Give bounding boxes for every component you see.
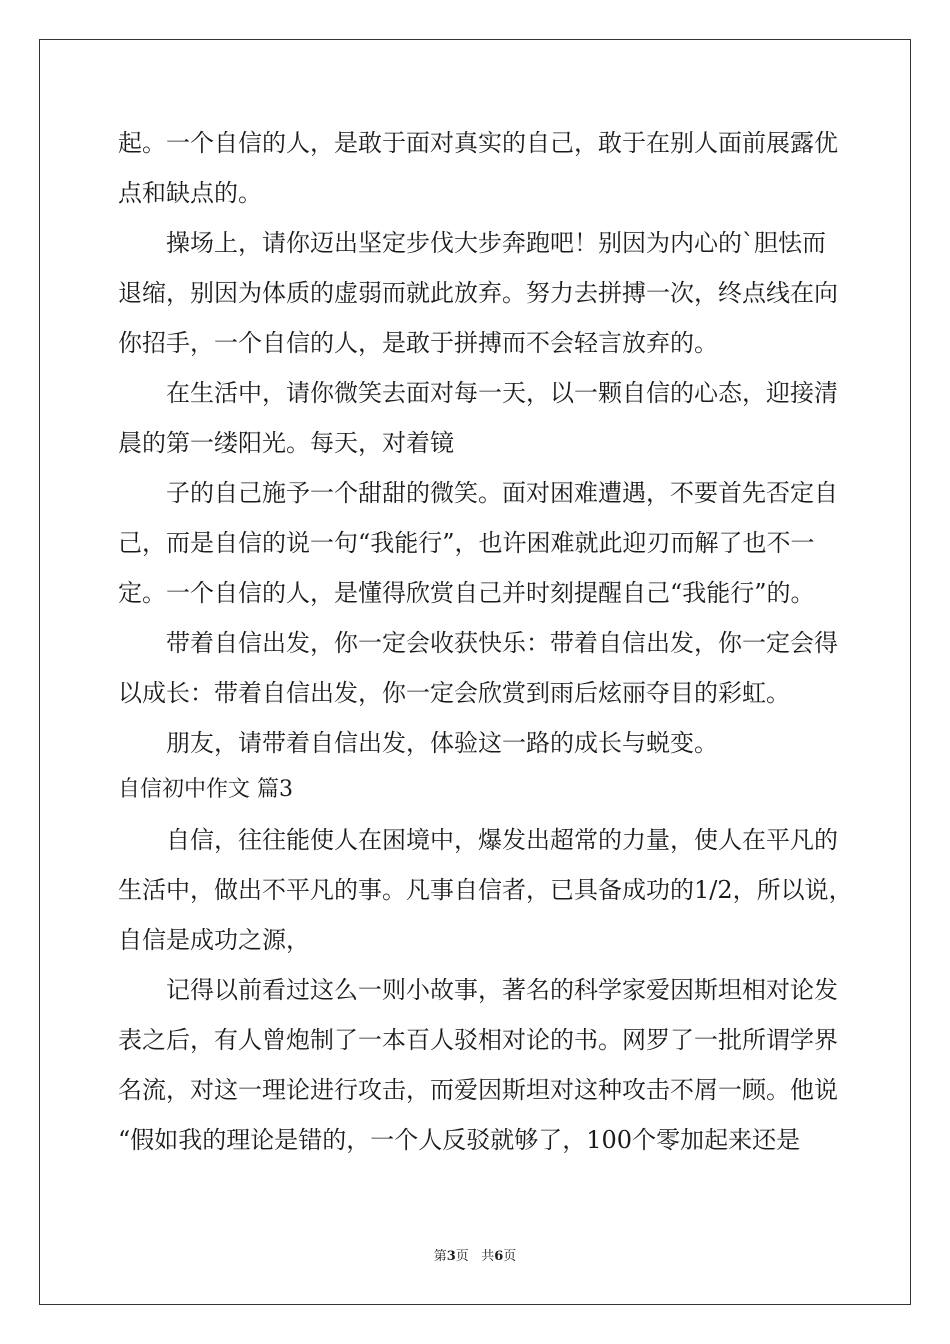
footer-total-pages: 6: [494, 1249, 504, 1264]
footer-total-prefix: 共: [481, 1249, 495, 1264]
paragraph-line: 晨的第一缕阳光。每天，对着镜: [118, 429, 454, 457]
paragraph-line: 子的自己施予一个甜甜的微笑。面对困难遭遇，不要首先否定自: [166, 479, 838, 507]
section-heading: 自信初中作文 篇3: [118, 777, 293, 802]
paragraph-line: 定。一个自信的人，是懂得欣赏自己并时刻提醒自己“我能行”的。: [118, 579, 815, 607]
footer-page-unit: 页: [455, 1249, 469, 1264]
paragraph-line: 记得以前看过这么一则小故事，著名的科学家爱因斯坦相对论发: [166, 976, 838, 1004]
paragraph-line: 朋友，请带着自信出发，体验这一路的成长与蜕变。: [166, 729, 718, 757]
paragraph-line: 名流，对这一理论进行攻击，而爱因斯坦对这种攻击不屑一顾。他说: [118, 1076, 838, 1104]
page-footer: [0, 1248, 950, 1266]
paragraph-line: 操场上，请你迈出坚定步伐大步奔跑吧！别因为内心的`胆怯而: [166, 229, 826, 257]
paragraph-line: 你招手，一个自信的人，是敢于拼搏而不会轻言放弃的。: [118, 329, 718, 357]
footer-page-prefix: 第: [433, 1249, 447, 1264]
paragraph-line: 在生活中，请你微笑去面对每一天，以一颗自信的心态，迎接清: [166, 379, 838, 407]
paragraph-line: 以成长：带着自信出发，你一定会欣赏到雨后炫丽夺目的彩虹。: [118, 679, 790, 707]
paragraph-line: 退缩，别因为体质的虚弱而就此放弃。努力去拼搏一次，终点线在向: [118, 279, 838, 307]
paragraph-line: 己，而是自信的说一句“我能行”，也许困难就此迎刃而解了也不一: [118, 529, 815, 557]
paragraph-line: 带着自信出发，你一定会收获快乐：带着自信出发，你一定会得: [166, 629, 838, 657]
paragraph-line: 表之后，有人曾炮制了一本百人驳相对论的书。网罗了一批所谓学界: [118, 1026, 838, 1054]
paragraph-line: 生活中，做出不平凡的事。凡事自信者，已具备成功的1/2，所以说，: [118, 876, 853, 904]
footer-page-number: 3: [446, 1249, 456, 1264]
paragraph-line: “假如我的理论是错的，一个人反驳就够了，100个零加起来还是: [118, 1126, 801, 1154]
paragraph-line: 点和缺点的。: [118, 179, 262, 207]
footer-total-unit: 页: [503, 1249, 517, 1264]
paragraph-line: 起。一个自信的人，是敢于面对真实的自己，敢于在别人面前展露优: [118, 129, 838, 157]
paragraph-line: 自信，往往能使人在困境中，爆发出超常的力量，使人在平凡的: [166, 826, 838, 854]
paragraph-line: 自信是成功之源，: [118, 926, 310, 954]
